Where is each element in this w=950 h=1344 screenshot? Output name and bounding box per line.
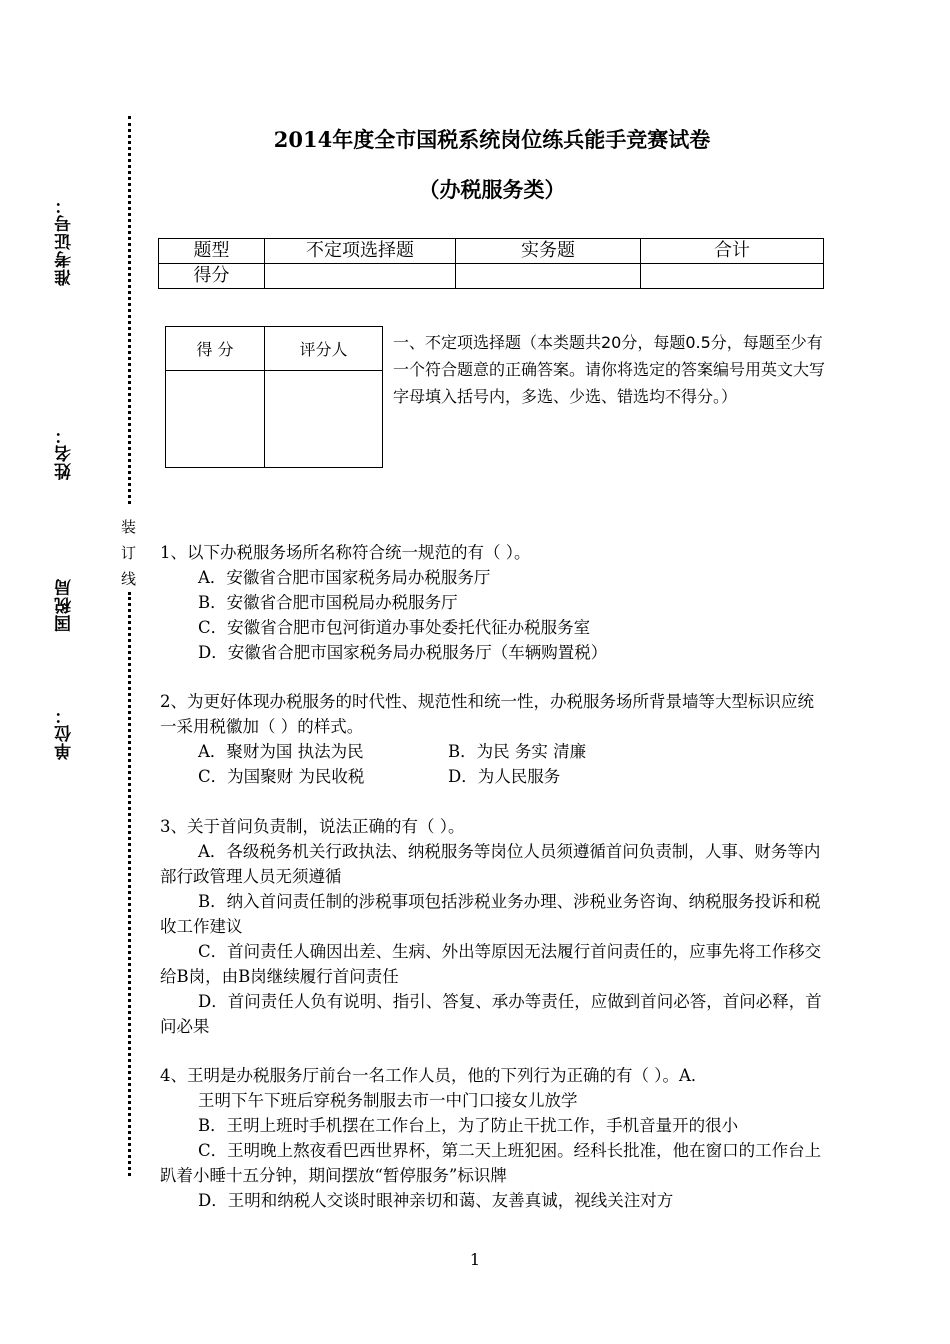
option-d: D．安徽省合肥市国家税务局办税服务厅（车辆购置税） — [198, 643, 608, 662]
question-4 — [160, 1063, 826, 1213]
unit-label: 单位： — [55, 706, 75, 760]
question-stem: 1、以下办税服务场所名称符合统一规范的有（ ）。 — [160, 543, 531, 562]
bureau-label: 国税局 — [55, 578, 75, 632]
score-header-practical: 实务题 — [456, 239, 641, 264]
question-stem: 4、王明是办税服务厅前台一名工作人员，他的下列行为正确的有（ ）。A． — [160, 1066, 708, 1085]
option-row-cd — [160, 764, 826, 789]
score-header-total: 合计 — [641, 239, 824, 264]
score-cell-total[interactable] — [641, 264, 824, 289]
binding-char-2: 订 — [121, 544, 137, 562]
question-2 — [160, 689, 826, 789]
question-1 — [160, 540, 826, 665]
option-b: B．安徽省合肥市国税局办税服务厅 — [198, 593, 458, 612]
option-row-ab — [160, 739, 826, 764]
option-d: D．王明和纳税人交谈时眼神亲切和蔼、友善真诚，视线关注对方 — [198, 1191, 674, 1210]
grader-name-cell[interactable] — [265, 371, 383, 468]
option-c: C．王明晚上熬夜看巴西世界杯，第二天上班犯困。经科长批准，他在窗口的工作台上趴着小睡十五分钟，期间摆放“暂停服务”标识牌 — [160, 1141, 822, 1185]
name-label: 姓名： — [55, 426, 75, 480]
page-number: 1 — [469, 1250, 481, 1269]
exam-title: 2014年度全市国税系统岗位练兵能手竞赛试卷 — [273, 127, 711, 152]
option-d: D．首问责任人负有说明、指引、答复、承办等责任，应做到首问必答，首问必释，首问必果 — [160, 992, 822, 1036]
exam-subtitle: （办税服务类） — [418, 178, 566, 202]
question-stem: 2、为更好体现办税服务的时代性、规范性和统一性，办税服务场所背景墙等大型标识应统一采用税徽加（ ）的样式。 — [160, 692, 814, 736]
option-a: A．聚财为国 执法为民 — [198, 742, 364, 761]
score-header-choice: 不定项选择题 — [265, 239, 456, 264]
score-cell-practical[interactable] — [456, 264, 641, 289]
option-c: C．安徽省合肥市包河街道办事处委托代征办税服务室 — [198, 618, 591, 637]
option-a: A．安徽省合肥市国家税务局办税服务厅 — [198, 568, 491, 587]
grader-name-label: 评分人 — [265, 327, 383, 371]
grader-score-label: 得 分 — [166, 327, 265, 371]
question-3 — [160, 814, 826, 1039]
binding-char-1: 装 — [121, 518, 137, 536]
exam-id-label: 准考证号： — [55, 196, 75, 286]
option-b: B．纳入首问责任制的涉税事项包括涉税业务办理、涉税业务咨询、纳税服务投诉和税收工作建议 — [160, 892, 821, 936]
binding-dotted-line-top — [128, 116, 131, 504]
score-table — [158, 238, 824, 289]
option-d: D．为人民服务 — [448, 767, 561, 786]
score-cell-choice[interactable] — [265, 264, 456, 289]
grader-box — [165, 326, 383, 468]
option-a-continued: 王明下午下班后穿税务制服去市一中门口接女儿放学 — [198, 1091, 578, 1110]
binding-char-3: 线 — [121, 570, 137, 588]
option-c: C．首问责任人确因出差、生病、外出等原因无法履行首问责任的，应事先将工作移交给B岗，由B岗继续履行首问责任 — [160, 942, 822, 986]
option-c: C．为国聚财 为民收税 — [198, 767, 365, 786]
binding-dotted-line-bottom — [128, 592, 131, 1176]
score-table-score-row — [159, 264, 824, 289]
grader-header-row — [166, 327, 383, 371]
score-header-type: 题型 — [159, 239, 265, 264]
grader-entry-row — [166, 371, 383, 468]
score-table-header-row — [159, 239, 824, 264]
section-instruction: 一、不定项选择题（本类题共20分，每题0.5分，每题至少有一个符合题意的正确答案。请你将选定的答案编号用英文大写字母填入括号内，多选、少选、错选均不得分。） — [393, 333, 826, 406]
option-b: B．王明上班时手机摆在工作台上，为了防止干扰工作，手机音量开的很小 — [198, 1116, 739, 1135]
option-b: B．为民 务实 清廉 — [448, 742, 587, 761]
grader-score-cell[interactable] — [166, 371, 265, 468]
question-stem: 3、关于首问负责制，说法正确的有（ ）。 — [160, 817, 465, 836]
score-row-label: 得分 — [159, 264, 265, 289]
option-a: A．各级税务机关行政执法、纳税服务等岗位人员须遵循首问负责制，人事、财务等内部行政管理人员无须遵循 — [160, 842, 821, 886]
